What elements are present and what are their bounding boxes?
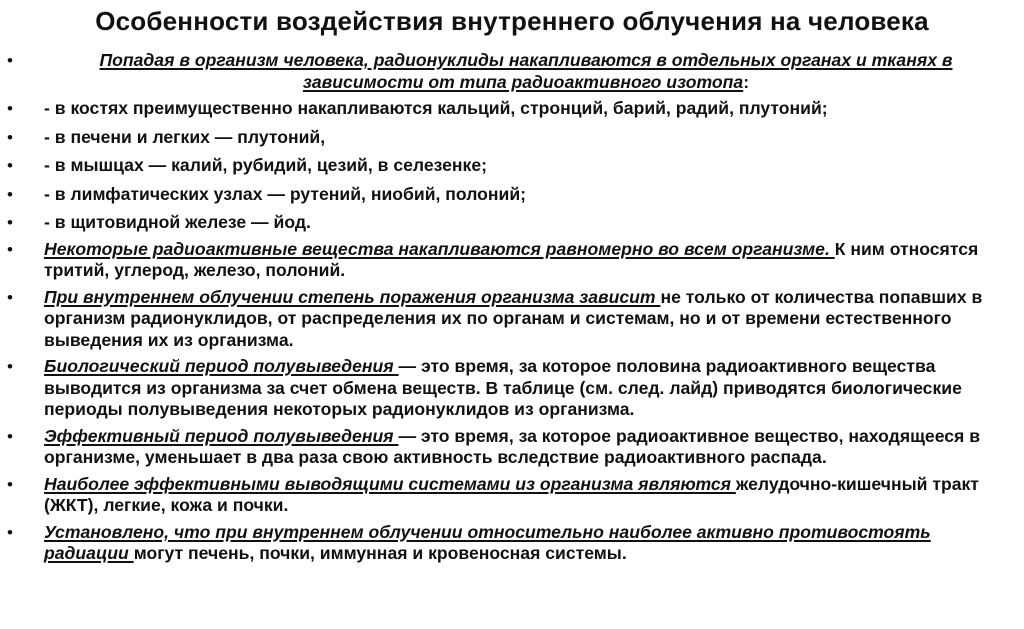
bullet-dot: • — [7, 522, 13, 542]
bullet-dot: • — [7, 156, 13, 175]
bullet-lead: Наиболее эффективными выводящими системами из организма являются — [44, 473, 736, 494]
bullet-dot: • — [7, 127, 13, 147]
bullet-resistance — [0, 522, 1024, 565]
bullet-dot: • — [7, 474, 13, 494]
bullet-effective-halflife — [0, 426, 1024, 469]
bullet-muscles — [0, 155, 1024, 177]
bullet-lead: Попадая в организм человека, радионуклиды накапливаются в отдельных органах и тканях в зависимости от типа радиоактивного изотопа — [99, 50, 953, 92]
bullet-rest: — это время, за которое половина радиоактивного вещества выводится из организма за счет обмена веществ. В таблице (см. след. лайд) приводятся биологические периоды полувыведения некоторых радионуклидов из организма. — [44, 356, 962, 419]
bullet-rest: желудочно-кишечный тракт (ЖКТ), легкие, кожа и почки. — [44, 473, 979, 515]
bullet-lead: Некоторые радиоактивные вещества накапливаются равномерно во всем организме. — [44, 238, 835, 259]
bullet-dot: • — [7, 213, 13, 232]
bullet-rest: К ним относятся тритий, углерод, железо, полоний. — [44, 238, 979, 280]
bullet-rest: - в мышцах — калий, рубидий, цезий, в селезенке; — [44, 155, 487, 175]
bullet-lead: Биологический период полувыведения — [44, 356, 399, 376]
bullet-dot: • — [7, 99, 13, 118]
bullet-lymph — [0, 184, 1024, 206]
bullet-list — [0, 50, 1024, 565]
bullet-dot: • — [7, 51, 13, 70]
bullet-rest: — это время, за которое радиоактивное вещество, находящееся в организме, уменьшает в два раза свою активность вследствие радиоактивного распада. — [44, 425, 981, 467]
bullet-lead: Эффективный период полувыведения — [44, 425, 399, 446]
bullet-biological-halflife — [0, 356, 1024, 421]
bullet-dot: • — [7, 357, 13, 376]
bullet-dot: • — [7, 184, 13, 204]
bullet-dot: • — [7, 426, 13, 446]
bullet-bones — [0, 98, 1024, 120]
bullet-rest: - в печени и легких — плутоний, — [44, 126, 326, 147]
bullet-text — [44, 50, 1008, 93]
bullet-dot: • — [7, 287, 13, 307]
bullet-thyroid — [0, 212, 1024, 234]
bullet-excretion-systems — [0, 474, 1024, 517]
bullet-rest: могут печень, почки, иммунная и кровеносная системы. — [133, 543, 627, 563]
bullet-damage — [0, 287, 1024, 352]
bullet-uniform — [0, 239, 1024, 282]
bullet-rest: - в щитовидной железе — йод. — [44, 212, 311, 232]
bullet-liver — [0, 127, 1024, 149]
bullet-rest: - в лимфатических узлах — рутений, ниобий, полоний; — [44, 183, 527, 204]
slide-title: Особенности воздействия внутреннего облучения на человека — [95, 6, 929, 36]
bullet-rest: не только от количества попавших в организм радионуклидов, от распределения их по органам и системам, но и от времени естественного выведения их из организма. — [44, 286, 983, 350]
bullet-rest: : — [743, 71, 750, 92]
bullet-lead: При внутреннем облучении степень поражения организма зависит — [44, 286, 661, 307]
bullet-rest: - в костях преимущественно накапливаются кальций, стронций, барий, радий, плутоний; — [44, 98, 828, 118]
bullet-intro — [0, 50, 1024, 93]
bullet-lead: Установлено, что при внутреннем облучении относительно наиболее активно противостоять радиации — [44, 521, 931, 563]
bullet-dot: • — [7, 239, 13, 259]
